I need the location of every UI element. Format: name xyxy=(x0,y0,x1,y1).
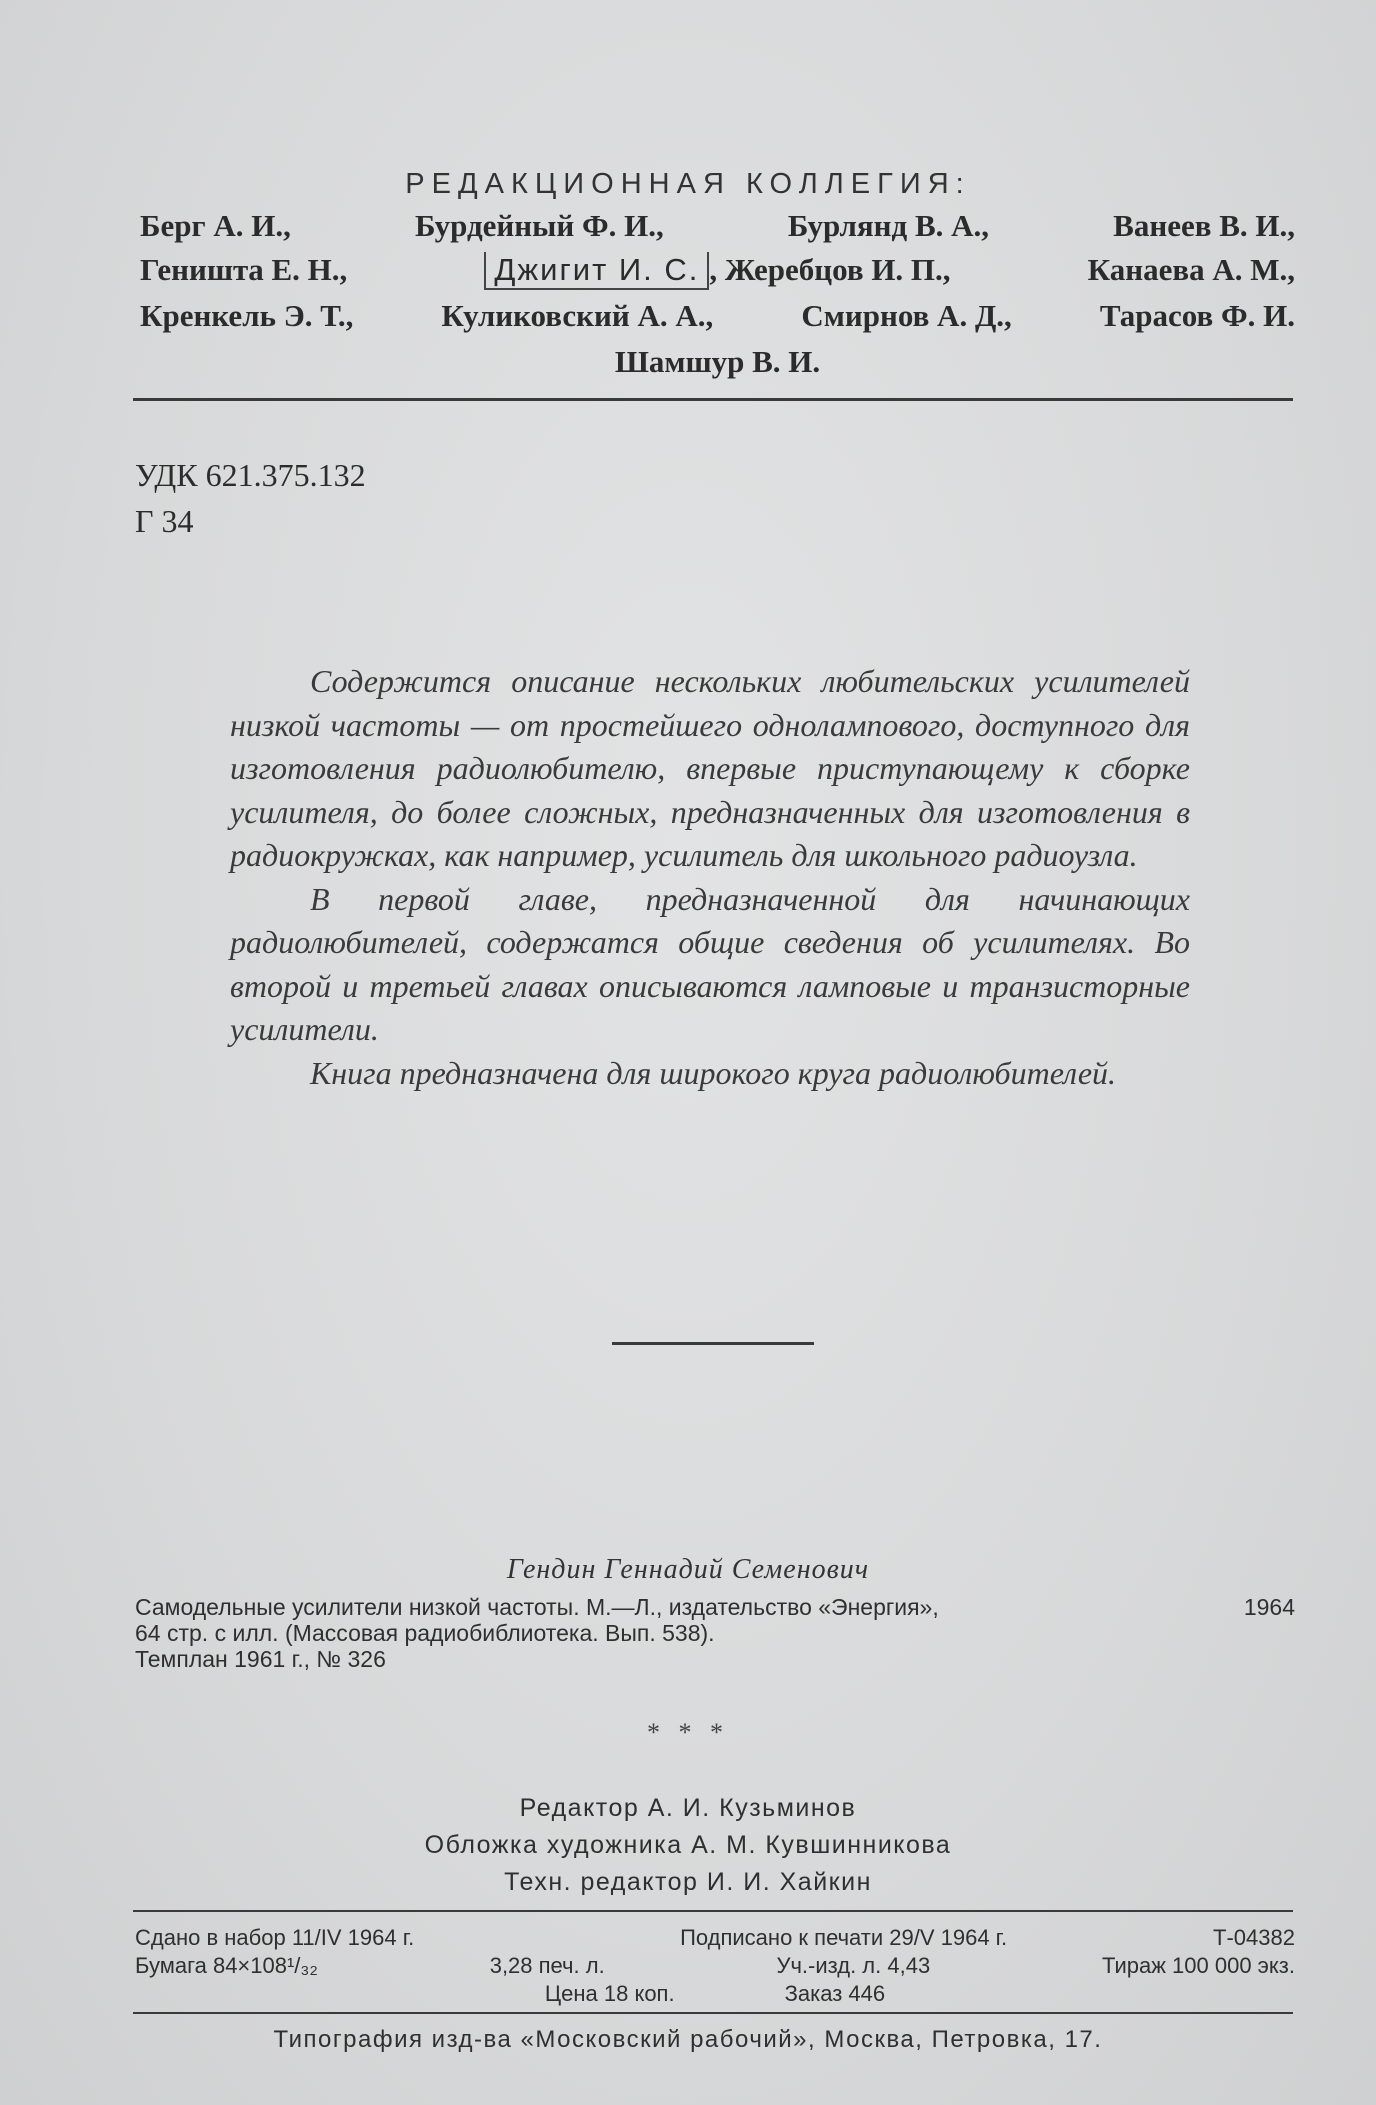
abstract-paragraph: Книга предназначена для широкого круга радиолюбителей. xyxy=(310,1054,1117,1091)
imprint-bottom-divider xyxy=(133,2012,1293,2014)
price: Цена 18 коп. xyxy=(544,1981,675,2006)
publisher-sheets: Уч.-изд. л. 4,43 xyxy=(776,1953,931,1978)
biblio-pages: 64 стр. с илл. (Массовая радиобиблиотека. Вып. 538). xyxy=(135,1620,715,1646)
abstract xyxy=(230,660,1190,1095)
board-member: Смирнов А. Д., xyxy=(801,298,1012,333)
board-member: Канаева А. М., xyxy=(1087,252,1295,287)
library-code: Г 34 xyxy=(135,503,194,539)
board-member: Геништa Е. Н., xyxy=(140,252,348,287)
abstract-paragraph: Содержится описание нескольких любительских усилителей низкой частоты — от простейшего однолампового, доступного для изготовления радиолюбителю, впервые приступающему к сборке усилителя, до более сложных, предназначенных для изготовления в радиокружках, как например, усилитель для школьного радиоузла. xyxy=(230,663,1190,873)
biblio-plan: Темплан 1961 г., № 326 xyxy=(135,1646,386,1672)
board-member: Кренкель Э. Т., xyxy=(140,298,354,333)
asterisk-separator: * * * xyxy=(647,1718,729,1747)
board-member: Куликовский А. А., xyxy=(441,298,714,333)
board-member: Тарасов Ф. И. xyxy=(1099,298,1295,333)
printer-line: Типография изд-ва «Московский рабочий», Москва, Петровка, 17. xyxy=(273,2026,1103,2053)
header-divider xyxy=(133,398,1293,401)
editorial-board-line-2 xyxy=(140,252,1295,290)
editorial-board-line-1 xyxy=(140,208,1295,244)
tech-editor-credit: Техн. редактор И. И. Хайкин xyxy=(504,1868,872,1896)
udk-code: УДК 621.375.132 xyxy=(135,457,366,493)
editorial-board-title: РЕДАКЦИОННАЯ КОЛЛЕГИЯ: xyxy=(405,168,971,200)
classification-block xyxy=(135,452,366,544)
editorial-board-line-4 xyxy=(140,344,1295,380)
paper-format: Бумага 84×108¹/₃₂ xyxy=(135,1953,318,1978)
typeset-date: Сдано в набор 11/IV 1964 г. xyxy=(135,1925,415,1950)
credits xyxy=(0,1790,1376,1901)
board-member: , Жеребцов И. П., xyxy=(709,252,951,287)
author-name: Гендин Геннадий Семенович xyxy=(506,1554,870,1585)
board-member: Берг А. И., xyxy=(140,208,291,243)
board-member: Шамшур В. И. xyxy=(614,344,821,379)
biblio-title: Самодельные усилители низкой частоты. М.—Л., издательство «Энергия», xyxy=(135,1594,939,1620)
order-number: Заказ 446 xyxy=(784,1981,886,2006)
imprint-top-divider xyxy=(133,1910,1293,1912)
abstract-paragraph: В первой главе, предназначенной для начинающих радиолюбителей, содержатся общие сведения об усилителях. Во второй и третьей главах описываются ламповые и транзисторные усилители. xyxy=(230,880,1190,1047)
print-run: Тираж 100 000 экз. xyxy=(1101,1953,1295,1978)
imprint-row xyxy=(135,1924,1295,1952)
print-approval-date: Подписано к печати 29/V 1964 г. xyxy=(680,1925,1008,1950)
imprint-row xyxy=(135,1980,1295,2008)
boxed-board-member: Джигит И. С. xyxy=(484,252,709,290)
cover-credit: Обложка художника А. М. Кувшинникова xyxy=(424,1831,952,1859)
editor-credit: Редактор А. И. Кузьминов xyxy=(519,1794,857,1822)
print-imprint xyxy=(135,1924,1295,2008)
board-member: Бурдейный Ф. И., xyxy=(414,208,664,243)
imprint-row xyxy=(135,1952,1295,1980)
printed-sheets: 3,28 печ. л. xyxy=(489,1953,605,1978)
section-divider xyxy=(612,1342,814,1345)
board-member: Ванеев В. И., xyxy=(1113,208,1295,243)
license-number: Т-04382 xyxy=(1213,1925,1295,1950)
biblio-year: 1964 xyxy=(1243,1594,1295,1620)
editorial-board-line-3 xyxy=(140,298,1295,334)
board-member: Бурлянд В. А., xyxy=(787,208,990,243)
bibliographic-description xyxy=(135,1594,1295,1672)
